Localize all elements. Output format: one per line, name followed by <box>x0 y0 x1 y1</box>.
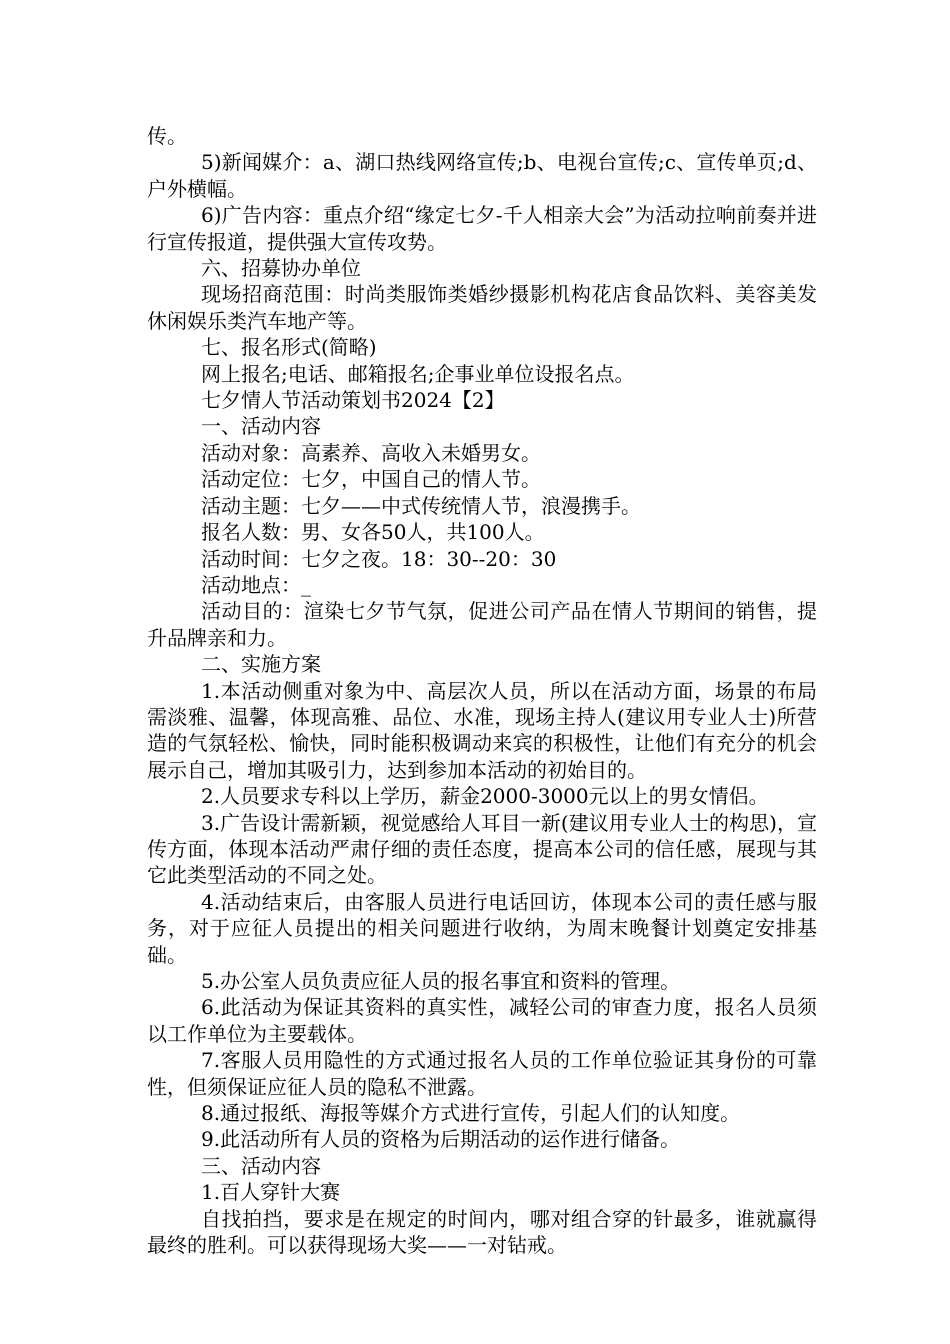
paragraph-item-9: 9.此活动所有人员的资格为后期活动的运作进行储备。 <box>201 1127 681 1152</box>
paragraph-news-media: 5)新闻媒介：a、湖口热线网络宣传;b、电视台宣传;c、宣传单页;d、户外横幅。 <box>147 150 817 201</box>
paragraph-location: 活动地点：_ <box>201 572 311 597</box>
paragraph-registration-methods: 网上报名;电话、邮箱报名;企事业单位设报名点。 <box>201 361 635 386</box>
paragraph-theme: 活动主题：七夕——中式传统情人节，浪漫携手。 <box>201 493 641 518</box>
paragraph-continuation: 传。 <box>147 124 187 148</box>
paragraph-purpose: 活动目的：渲染七夕节气氛，促进公司产品在情人节期间的销售，提升品牌亲和力。 <box>147 599 817 650</box>
paragraph-sponsor-scope: 现场招商范围：时尚类服饰类婚纱摄影机构花店食品饮料、美容美发休闲娱乐类汽车地产等。 <box>147 282 817 333</box>
document-page <box>147 123 817 1258</box>
section-heading-activity-content-2: 三、活动内容 <box>201 1153 321 1178</box>
section-heading-activity-content: 一、活动内容 <box>201 414 321 439</box>
paragraph-ad-content: 6)广告内容：重点介绍“缘定七夕-千人相亲大会”为活动拉响前奏并进行宣传报道，提供强大宣传攻势。 <box>147 203 817 254</box>
section-heading-implementation: 二、实施方案 <box>201 652 321 677</box>
paragraph-item-4: 4.活动结束后，由客服人员进行电话回访，体现本公司的责任感与服务，对于应征人员提出的相关问题进行收纳，为周末晚餐计划奠定安排基础。 <box>147 889 817 967</box>
paragraph-item-2: 2.人员要求专科以上学历，薪金2000-3000元以上的男女情侣。 <box>201 784 769 809</box>
paragraph-item-8: 8.通过报纸、海报等媒介方式进行宣传，引起人们的认知度。 <box>201 1101 741 1126</box>
paragraph-needle-contest-rules: 自找拍挡，要求是在规定的时间内，哪对组合穿的针最多，谁就赢得最终的胜利。可以获得现场大奖——一对钻戒。 <box>147 1206 817 1258</box>
paragraph-needle-contest-title: 1.百人穿针大赛 <box>201 1180 341 1205</box>
paragraph-participants: 报名人数：男、女各50人，共100人。 <box>201 520 545 545</box>
paragraph-item-7: 7.客服人员用隐性的方式通过报名人员的工作单位验证其身份的可靠性，但须保证应征人员的隐私不泄露。 <box>147 1048 817 1099</box>
section-heading-registration: 七、报名形式(简略) <box>201 335 377 360</box>
paragraph-item-1: 1.本活动侧重对象为中、高层次人员，所以在活动方面，场景的布局需淡雅、温馨，体现高雅、品位、水准，现场主持人(建议用专业人士)所营造的气氛轻松、愉快，同时能积极调动来宾的积极性，让他们有充分的机会展示自己，增加其吸引力，达到参加本活动的初始目的。 <box>147 678 817 782</box>
paragraph-item-5: 5.办公室人员负责应征人员的报名事宜和资料的管理。 <box>201 969 681 993</box>
paragraph-positioning: 活动定位：七夕，中国自己的情人节。 <box>201 467 541 492</box>
paragraph-time: 活动时间：七夕之夜。18：30--20：30 <box>201 546 557 571</box>
paragraph-item-3: 3.广告设计需新颖，视觉感给人耳目一新(建议用专业人士的构思)，宣传方面，体现本活动严肃仔细的责任态度，提高本公司的信任感，展现与其它此类型活动的不同之处。 <box>147 810 817 888</box>
paragraph-item-6: 6.此活动为保证其资料的真实性，减轻公司的审查力度，报名人员须以工作单位为主要载体。 <box>147 995 817 1046</box>
paragraph-target: 活动对象：高素养、高收入未婚男女。 <box>201 440 541 465</box>
document-subtitle: 七夕情人节活动策划书2024【2】 <box>201 388 505 413</box>
section-heading-sponsors: 六、招募协办单位 <box>201 256 361 281</box>
